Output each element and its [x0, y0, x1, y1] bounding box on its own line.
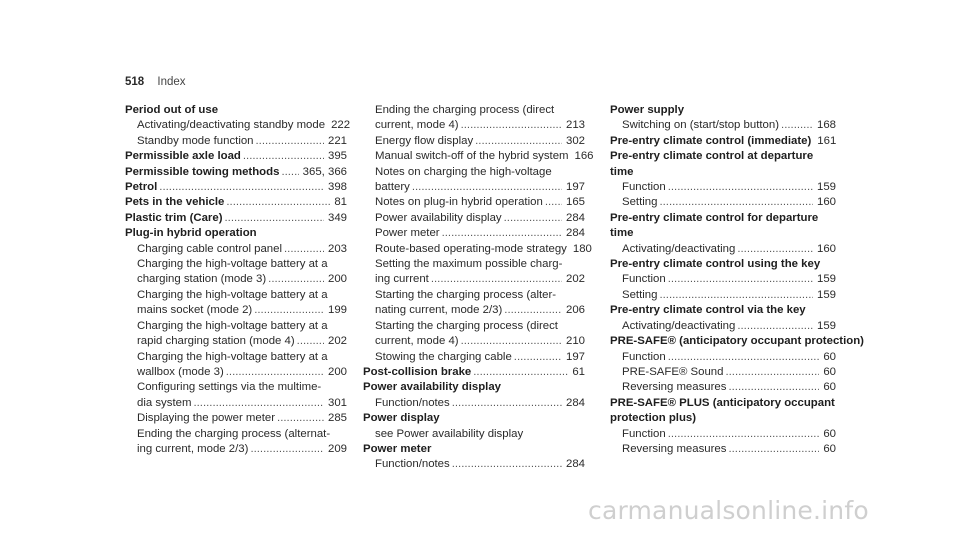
index-entry — [610, 319, 836, 334]
index-subentry: PRE-SAFE® Sound — [622, 365, 724, 378]
index-entry — [363, 319, 585, 350]
index-subentry: mains socket (mode 2) — [137, 304, 253, 317]
index-line — [610, 272, 836, 287]
leader-dots — [268, 272, 324, 287]
page-reference[interactable]: 161 — [817, 134, 837, 147]
index-entry — [363, 242, 592, 257]
index-entry — [125, 242, 347, 257]
index-subentry: Activating/deactivating standby mode — [137, 119, 326, 132]
index-subentry: Charging the high-voltage battery at a — [137, 258, 328, 271]
page-reference[interactable]: 165 — [565, 196, 585, 209]
index-entry — [125, 257, 347, 288]
index-heading: Power meter — [363, 442, 432, 455]
index-line — [363, 257, 585, 272]
index-heading: Plastic trim (Care) — [125, 211, 223, 224]
index-heading: PRE-SAFE® PLUS (anticipatory occupant — [610, 396, 835, 409]
index-line — [610, 288, 836, 303]
index-line — [125, 242, 347, 257]
page-reference[interactable]: 61 — [572, 365, 585, 378]
index-entry — [610, 272, 836, 287]
index-entry — [610, 303, 836, 318]
index-subentry: Activating/deactivating — [622, 319, 736, 332]
page-reference[interactable]: 285 — [327, 412, 347, 425]
index-line — [610, 319, 836, 334]
index-line — [610, 195, 836, 210]
index-line — [363, 457, 585, 472]
leader-dots — [504, 303, 562, 318]
index-line — [610, 411, 836, 426]
index-line — [363, 226, 585, 241]
page-reference[interactable]: 166 — [574, 150, 594, 163]
page-reference[interactable]: 302 — [565, 134, 585, 147]
page-reference[interactable]: 159 — [816, 319, 836, 332]
leader-dots — [545, 195, 562, 210]
index-subentry: Function/notes — [375, 396, 450, 409]
leader-dots — [737, 242, 813, 257]
leader-dots — [461, 118, 562, 133]
leader-dots — [226, 195, 330, 210]
index-line — [125, 118, 351, 133]
index-heading: Power supply — [610, 104, 685, 116]
index-line — [610, 334, 864, 349]
index-entry — [610, 211, 836, 242]
page-reference[interactable]: 365, 366 — [302, 165, 347, 178]
index-heading: Petrol — [125, 181, 158, 194]
page-reference[interactable]: 206 — [565, 304, 585, 317]
leader-dots — [475, 134, 562, 149]
page-reference[interactable]: 160 — [816, 242, 836, 255]
leader-dots — [452, 457, 562, 472]
page-reference[interactable]: 395 — [327, 150, 347, 163]
index-entry — [363, 211, 585, 226]
page-reference[interactable]: 284 — [565, 211, 585, 224]
index-heading: Pre-entry climate control using the key — [610, 258, 821, 271]
index-line — [610, 149, 836, 164]
index-entry — [610, 334, 864, 349]
index-entry — [363, 288, 585, 319]
index-line — [610, 396, 836, 411]
leader-dots — [412, 180, 562, 195]
index-line — [125, 303, 347, 318]
index-line — [125, 380, 347, 395]
index-heading: Plug-in hybrid operation — [125, 227, 257, 240]
index-entry — [363, 427, 585, 442]
index-subentry: Function — [622, 273, 666, 286]
leader-dots — [461, 334, 562, 349]
index-line — [363, 350, 585, 365]
index-subentry: Charging the high-voltage battery at a — [137, 288, 328, 301]
index-line — [610, 165, 836, 180]
index-entry — [363, 226, 585, 241]
leader-dots — [193, 396, 324, 411]
index-entry — [363, 134, 585, 149]
index-line — [363, 365, 585, 380]
index-subentry: Setting — [622, 196, 658, 209]
leader-dots — [452, 396, 562, 411]
index-subentry: current, mode 4) — [375, 335, 459, 348]
index-entry — [125, 288, 347, 319]
index-entry — [125, 195, 347, 210]
page-number: 518 — [125, 76, 145, 88]
index-line — [363, 149, 594, 164]
leader-dots — [254, 303, 324, 318]
index-line — [610, 118, 836, 133]
index-line — [125, 180, 347, 195]
index-line — [363, 211, 585, 226]
index-subentry: charging station (mode 3) — [137, 273, 267, 286]
page-reference[interactable]: 159 — [816, 181, 836, 194]
page-reference[interactable]: 60 — [823, 442, 836, 455]
leader-dots — [431, 272, 562, 287]
index-subentry: Reversing measures — [622, 381, 727, 394]
index-line — [363, 303, 585, 318]
index-entry — [125, 103, 347, 118]
index-line — [610, 226, 836, 241]
index-subentry: Power meter — [375, 227, 440, 240]
index-line — [363, 134, 585, 149]
index-subentry: Ending the charging process (alternat- — [137, 427, 331, 440]
page-reference[interactable]: 159 — [816, 288, 836, 301]
index-heading: time — [610, 227, 634, 240]
index-entry — [610, 118, 836, 133]
index-subentry: rapid charging station (mode 4) — [137, 335, 295, 348]
leader-dots — [473, 365, 568, 380]
index-line — [125, 442, 347, 457]
page-reference[interactable]: 60 — [823, 381, 836, 394]
index-heading: protection plus) — [610, 412, 697, 425]
leader-dots — [728, 442, 819, 457]
page-reference[interactable]: 284 — [565, 458, 585, 471]
index-entry — [125, 350, 347, 381]
page-reference[interactable]: 60 — [823, 365, 836, 378]
page-reference[interactable]: 222 — [331, 119, 351, 132]
page-reference[interactable]: 81 — [334, 196, 347, 209]
index-heading: Pre-entry climate control at departure — [610, 150, 814, 163]
index-line — [125, 195, 347, 210]
index-line — [363, 396, 585, 411]
index-subentry: ing current — [375, 273, 429, 286]
index-entry — [610, 149, 836, 180]
index-subentry: Power availability display — [375, 211, 502, 224]
index-line — [610, 350, 836, 365]
index-entry — [610, 442, 836, 457]
index-heading: Pre-entry climate control for departure — [610, 211, 819, 224]
index-line — [363, 103, 585, 118]
index-line — [610, 180, 836, 195]
leader-dots — [668, 272, 813, 287]
watermark: carmanualsonline.info — [588, 496, 869, 525]
page-reference[interactable]: 203 — [327, 242, 347, 255]
index-line — [363, 272, 585, 287]
index-heading: Period out of use — [125, 104, 219, 116]
page-reference[interactable]: 210 — [565, 335, 585, 348]
index-subentry: Starting the charging process (direct — [375, 319, 558, 332]
index-subentry: Switching on (start/stop button) — [622, 119, 780, 132]
index-entry — [125, 380, 347, 411]
index-heading: Pets in the vehicle — [125, 196, 225, 209]
index-line — [125, 257, 347, 272]
index-entry — [610, 365, 836, 380]
index-line — [125, 103, 347, 118]
index-heading: PRE-SAFE® (anticipatory occupant protection) — [610, 335, 864, 348]
leader-dots — [281, 165, 298, 180]
page-header — [125, 76, 186, 88]
leader-dots — [250, 442, 324, 457]
index-line — [363, 334, 585, 349]
leader-dots — [225, 211, 324, 226]
index-entry — [125, 319, 347, 350]
index-entry — [610, 103, 836, 118]
leader-dots — [514, 350, 562, 365]
index-line — [363, 411, 585, 426]
index-subentry: see Power availability display — [375, 427, 524, 440]
index-entry — [363, 103, 585, 134]
index-line — [125, 427, 347, 442]
index-subentry: Route-based operating-mode strategy — [375, 242, 567, 255]
leader-dots — [668, 180, 813, 195]
section-title: Index — [157, 76, 186, 88]
index-entry — [363, 411, 585, 426]
page-reference[interactable]: 221 — [327, 134, 347, 147]
index-line — [125, 149, 347, 164]
index-heading: Pre-entry climate control via the key — [610, 304, 806, 317]
index-subentry: Reversing measures — [622, 442, 727, 455]
index-subentry: Setting — [622, 288, 658, 301]
leader-dots — [284, 242, 324, 257]
leader-dots — [243, 149, 324, 164]
index-entry — [610, 380, 836, 395]
index-subentry: Activating/deactivating — [622, 242, 736, 255]
index-line — [363, 288, 585, 303]
index-subentry: wallbox (mode 3) — [137, 365, 224, 378]
index-heading: Permissible towing methods — [125, 165, 280, 178]
leader-dots — [256, 134, 324, 149]
index-subentry: Function — [622, 181, 666, 194]
index-heading: Post-collision brake — [363, 365, 472, 378]
index-line — [610, 380, 836, 395]
index-line — [610, 442, 836, 457]
index-entry — [125, 211, 347, 226]
page-reference[interactable]: 197 — [565, 181, 585, 194]
index-column-3 — [610, 103, 864, 457]
index-entry — [363, 257, 585, 288]
index-line — [610, 103, 836, 118]
index-line — [125, 211, 347, 226]
index-subentry: Manual switch-off of the hybrid system — [375, 150, 569, 163]
index-subentry: Notes on charging the high-voltage — [375, 165, 552, 178]
page-reference[interactable]: 197 — [565, 350, 585, 363]
index-subentry: Function — [622, 427, 666, 440]
index-line — [125, 165, 347, 180]
index-subentry: Displaying the power meter — [137, 412, 276, 425]
index-subentry: Function — [622, 350, 666, 363]
index-entry — [363, 195, 585, 210]
index-entry — [363, 396, 585, 411]
index-heading: time — [610, 165, 634, 178]
index-entry — [363, 149, 594, 164]
page-reference[interactable]: 200 — [327, 273, 347, 286]
index-subentry: Standby mode function — [137, 134, 254, 147]
page-reference[interactable]: 60 — [823, 350, 836, 363]
index-line — [363, 165, 585, 180]
index-line — [125, 411, 347, 426]
index-line — [610, 365, 836, 380]
index-subentry: Setting the maximum possible charg- — [375, 258, 563, 271]
index-line — [610, 242, 836, 257]
index-entry — [610, 195, 836, 210]
index-line — [125, 288, 347, 303]
index-line — [610, 427, 836, 442]
leader-dots — [668, 427, 820, 442]
index-entry — [610, 134, 836, 149]
index-line — [363, 427, 585, 442]
index-subentry: dia system — [137, 396, 192, 409]
index-subentry: Charging the high-voltage battery at a — [137, 350, 328, 363]
leader-dots — [159, 180, 324, 195]
page-reference[interactable]: 209 — [327, 442, 347, 455]
index-subentry: Notes on plug-in hybrid operation — [375, 196, 543, 209]
page-reference[interactable]: 398 — [327, 181, 347, 194]
index-subentry: Function/notes — [375, 458, 450, 471]
index-entry — [125, 226, 347, 241]
index-entry — [125, 165, 347, 180]
index-column-1 — [125, 103, 351, 457]
leader-dots — [668, 350, 820, 365]
index-entry — [363, 457, 585, 472]
page-reference[interactable]: 180 — [572, 242, 592, 255]
index-line — [125, 319, 347, 334]
index-line — [125, 350, 347, 365]
index-entry — [363, 365, 585, 380]
leader-dots — [277, 411, 324, 426]
index-heading: Permissible axle load — [125, 150, 241, 163]
index-subentry: Ending the charging process (direct — [375, 104, 555, 116]
index-entry — [610, 242, 836, 257]
index-entry — [125, 411, 347, 426]
index-line — [125, 226, 347, 241]
index-line — [363, 319, 585, 334]
index-entry — [363, 380, 585, 395]
index-subentry: battery — [375, 181, 410, 194]
index-line — [125, 365, 347, 380]
page-reference[interactable]: 160 — [816, 196, 836, 209]
leader-dots — [659, 195, 813, 210]
index-heading: Pre-entry climate control (immediate) — [610, 134, 812, 147]
index-entry — [610, 350, 836, 365]
leader-dots — [725, 365, 819, 380]
index-line — [363, 118, 585, 133]
index-entry — [610, 396, 836, 427]
page-reference[interactable]: 202 — [327, 335, 347, 348]
index-line — [363, 195, 585, 210]
index-line — [610, 303, 836, 318]
page-reference[interactable]: 284 — [565, 396, 585, 409]
index-entry — [610, 257, 836, 272]
index-subentry: Charging cable control panel — [137, 242, 283, 255]
index-line — [610, 211, 836, 226]
index-entry — [610, 180, 836, 195]
index-entry — [125, 427, 347, 458]
leader-dots — [728, 380, 819, 395]
page-reference[interactable]: 199 — [327, 304, 347, 317]
index-subentry: Energy flow display — [375, 134, 474, 147]
index-entry — [363, 165, 585, 196]
index-subentry: Configuring settings via the multime- — [137, 381, 322, 394]
index-line — [125, 334, 347, 349]
index-heading: Power availability display — [363, 381, 502, 394]
index-entry — [125, 149, 347, 164]
leader-dots — [659, 288, 813, 303]
page-reference[interactable]: 200 — [327, 365, 347, 378]
page-reference[interactable]: 301 — [327, 396, 347, 409]
index-entry — [363, 442, 585, 457]
index-subentry: Charging the high-voltage battery at a — [137, 319, 328, 332]
index-subentry: Starting the charging process (alter- — [375, 288, 557, 301]
index-entry — [610, 427, 836, 442]
page-reference[interactable]: 349 — [327, 211, 347, 224]
index-line — [363, 380, 585, 395]
leader-dots — [226, 365, 324, 380]
index-column-2 — [363, 103, 594, 473]
page-reference[interactable]: 159 — [816, 273, 836, 286]
leader-dots — [504, 211, 562, 226]
index-entry — [363, 350, 585, 365]
index-line — [610, 257, 836, 272]
index-line — [610, 134, 836, 149]
index-entry — [610, 288, 836, 303]
index-line — [363, 180, 585, 195]
page-reference[interactable]: 284 — [565, 227, 585, 240]
leader-dots — [737, 319, 813, 334]
index-heading: Power display — [363, 412, 440, 425]
index-entry — [125, 180, 347, 195]
index-line — [125, 134, 347, 149]
index-line — [125, 272, 347, 287]
index-entry — [125, 134, 347, 149]
leader-dots — [297, 334, 324, 349]
index-subentry: current, mode 4) — [375, 119, 459, 132]
index-entry — [125, 118, 351, 133]
index-line — [363, 242, 592, 257]
index-subentry: Stowing the charging cable — [375, 350, 512, 363]
index-line — [125, 396, 347, 411]
page-reference[interactable]: 60 — [823, 427, 836, 440]
page-reference[interactable]: 168 — [816, 119, 836, 132]
index-subentry: ing current, mode 2/3) — [137, 442, 249, 455]
leader-dots — [442, 226, 562, 241]
index-line — [363, 442, 585, 457]
index-subentry: nating current, mode 2/3) — [375, 304, 503, 317]
leader-dots — [781, 118, 813, 133]
page-reference[interactable]: 202 — [565, 273, 585, 286]
page-reference[interactable]: 213 — [565, 119, 585, 132]
